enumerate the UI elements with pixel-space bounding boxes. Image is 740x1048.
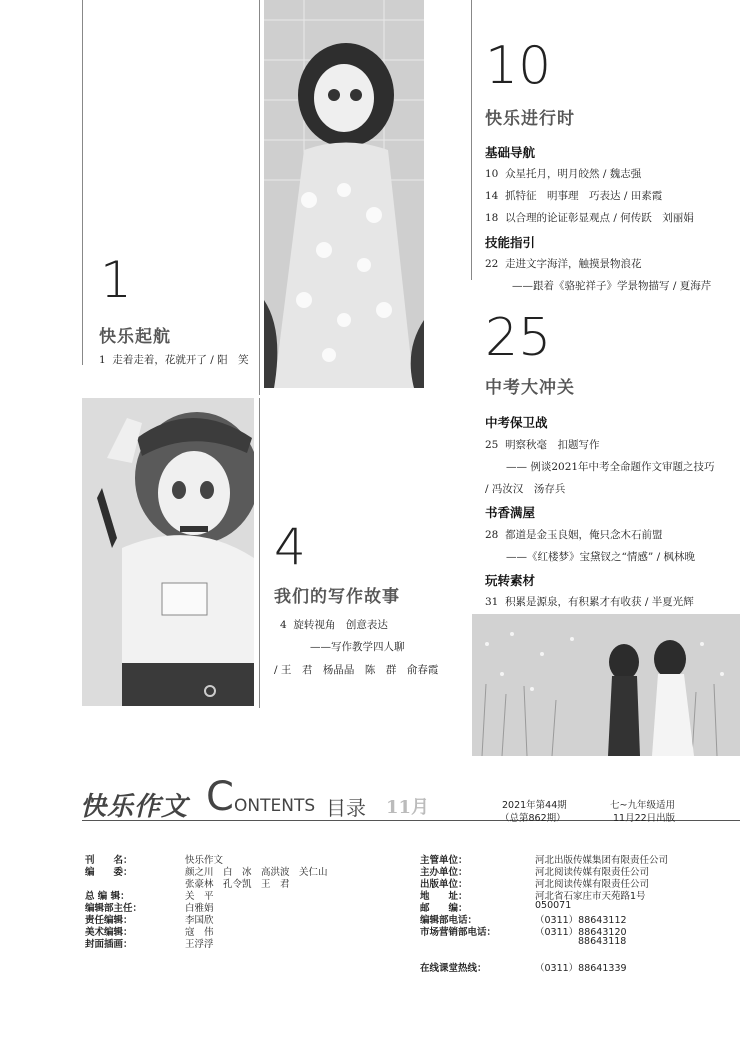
credit-row — [85, 924, 385, 936]
credit-value: 颜之川 白 冰 高洪波 关仁山 — [185, 867, 328, 878]
category-heading: 基础导航 — [485, 145, 536, 160]
toc-entry[interactable] — [280, 617, 388, 632]
credit-row — [85, 900, 385, 912]
credit-label: 美术编辑： — [85, 927, 133, 938]
credit-label: 刊 名： — [85, 855, 133, 866]
toc-entry-author — [485, 481, 565, 496]
section-title: 我们的写作故事 — [274, 587, 400, 607]
entry-text: / 冯汝汉 汤存兵 — [485, 483, 566, 495]
credit-row — [85, 936, 385, 948]
credit-value: 河北阅读传媒有限责任公司 — [535, 879, 650, 890]
credit-value: 快乐作文 — [185, 855, 224, 866]
credit-label — [85, 876, 185, 888]
contents-label: ONTENTS — [234, 796, 316, 816]
credit-row — [420, 864, 730, 876]
mulu-label: 目录 — [326, 796, 366, 820]
credit-row — [420, 924, 730, 936]
cover-illustration-two-girls — [472, 614, 740, 756]
credit-label: 总 编 辑： — [85, 891, 130, 902]
page-number: 25 — [485, 439, 499, 451]
credit-label: 出版单位： — [420, 879, 468, 890]
credit-label: 编 委： — [85, 867, 133, 878]
toc-entry[interactable] — [485, 437, 600, 452]
divider-line — [471, 0, 472, 280]
credit-row — [420, 912, 730, 924]
page-number: 10 — [485, 168, 499, 180]
entry-text: ——写作教学四人聊 — [310, 641, 405, 653]
page-number: 18 — [485, 212, 499, 224]
toc-entry[interactable] — [485, 256, 642, 271]
entry-text: 众星托月，明月皎然 / 魏志强 — [505, 168, 642, 180]
credit-label: 封面插画： — [85, 939, 133, 950]
toc-entry-subtitle — [310, 639, 405, 654]
publication-date: 11月22日出版 — [613, 813, 676, 824]
category-heading: 玩转素材 — [485, 573, 536, 588]
credit-value: 张豪林 孔令凯 王 君 — [185, 879, 290, 890]
page-number: 14 — [485, 190, 499, 202]
section-title: 快乐起航 — [99, 327, 171, 347]
divider-line — [259, 398, 260, 708]
credit-label — [420, 948, 535, 960]
contents-initial: C — [206, 774, 234, 820]
section-title: 快乐进行时 — [485, 109, 575, 129]
total-issue: （总第862期） — [500, 813, 566, 824]
credit-value: 李国欣 — [185, 915, 214, 926]
credit-row — [420, 936, 730, 948]
toc-entry[interactable] — [485, 527, 663, 542]
credit-value: 河北出版传媒集团有限责任公司 — [535, 855, 669, 866]
credit-row — [85, 864, 385, 876]
page-number: 22 — [485, 258, 499, 270]
entry-text: 积累是源泉，有积累才有收获 / 半夏光辉 — [505, 596, 694, 608]
section-number: 4 — [274, 518, 306, 576]
credit-row — [85, 852, 385, 864]
credit-value: （0311）88641339 — [535, 963, 627, 974]
category-heading: 中考保卫战 — [485, 415, 548, 430]
page-number: 1 — [99, 354, 106, 366]
credit-label: 邮 编： — [420, 903, 468, 914]
credit-label: 编辑部电话： — [420, 915, 478, 926]
toc-entry-subtitle — [506, 459, 715, 474]
entry-text: 走进文字海洋，触摸景物浪花 — [505, 258, 642, 270]
credit-value: （0311）88643120 — [535, 927, 627, 938]
credit-row — [85, 876, 385, 888]
credit-value: （0311）88643112 — [535, 915, 627, 926]
credits-right — [420, 852, 730, 972]
section-title: 中考大冲关 — [485, 378, 575, 398]
entry-text: 走着走着，花就开了 / 阳 笑 — [112, 354, 249, 366]
toc-entry[interactable] — [485, 188, 662, 203]
credit-row — [420, 852, 730, 864]
toc-entry[interactable] — [485, 210, 694, 225]
entry-text: 以合理的论证彰显观点 / 何传跃 刘丽娟 — [505, 212, 694, 224]
credit-row — [85, 912, 385, 924]
section-number: 1 — [100, 251, 132, 309]
credit-value: 王浮浮 — [185, 939, 214, 950]
credit-label: 主办单位： — [420, 867, 468, 878]
entry-text: 旋转视角 创意表达 — [293, 619, 388, 631]
divider-line — [259, 0, 260, 395]
entry-text: / 王 君 杨晶晶 陈 群 俞春霞 — [274, 664, 439, 676]
credit-value: 关 平 — [185, 891, 214, 902]
page-number: 31 — [485, 596, 499, 608]
entry-text: ——《红楼梦》宝黛钗之“情感” / 枫林晚 — [506, 551, 695, 563]
toc-entry[interactable] — [99, 352, 249, 367]
credit-value: 河北阅读传媒有限责任公司 — [535, 867, 650, 878]
credit-value: 050071 — [535, 900, 572, 911]
credit-label: 编辑部主任： — [85, 903, 143, 914]
toc-entry[interactable] — [485, 594, 694, 609]
entry-text: 明察秋毫 扣题写作 — [505, 439, 600, 451]
credit-row — [420, 888, 730, 900]
cover-illustration-girl-window — [264, 0, 424, 388]
credit-label: 市场营销部电话： — [420, 927, 497, 938]
credit-label: 在线课堂热线： — [420, 963, 487, 974]
masthead-brand: 快乐作文 — [80, 792, 189, 822]
credit-row — [420, 876, 730, 888]
credits-left — [85, 852, 385, 948]
credit-row — [420, 948, 730, 960]
section-number: 10 — [485, 36, 552, 96]
entry-text: ——跟着《骆驼祥子》学景物描写 / 夏海芹 — [512, 280, 712, 292]
credit-row — [420, 960, 730, 972]
credit-value: 白雅娟 — [185, 903, 214, 914]
section-number: 25 — [485, 308, 552, 368]
toc-entry-author — [274, 662, 438, 677]
credit-value: 88643118 — [578, 936, 627, 947]
credit-label: 主管单位： — [420, 855, 468, 866]
category-heading: 书香满屋 — [485, 505, 536, 520]
credit-value: 寇 伟 — [185, 927, 214, 938]
toc-entry-subtitle — [512, 278, 711, 293]
month-label: 11月 — [386, 797, 430, 818]
credit-label: 地 址： — [420, 891, 468, 902]
grade-range: 七~九年级适用 — [610, 800, 675, 811]
page-number: 28 — [485, 529, 499, 541]
entry-text: —— 例谈2021年中考全命题作文审题之技巧 — [506, 461, 715, 473]
credit-label: 责任编辑： — [85, 915, 133, 926]
cover-illustration-girl-cap — [82, 398, 254, 706]
page-number: 4 — [280, 619, 287, 631]
credit-value: 河北省石家庄市天苑路1号 — [535, 891, 646, 902]
category-heading: 技能指引 — [485, 235, 536, 250]
toc-entry-subtitle — [506, 549, 695, 564]
credit-label — [420, 936, 578, 948]
issue-number: 2021年第44期 — [502, 800, 567, 811]
entry-text: 抓特征 明事理 巧表达 / 田素霞 — [505, 190, 663, 202]
toc-entry[interactable] — [485, 166, 641, 181]
divider-line — [82, 0, 83, 365]
entry-text: 都道是金玉良姻，俺只念木石前盟 — [505, 529, 663, 541]
